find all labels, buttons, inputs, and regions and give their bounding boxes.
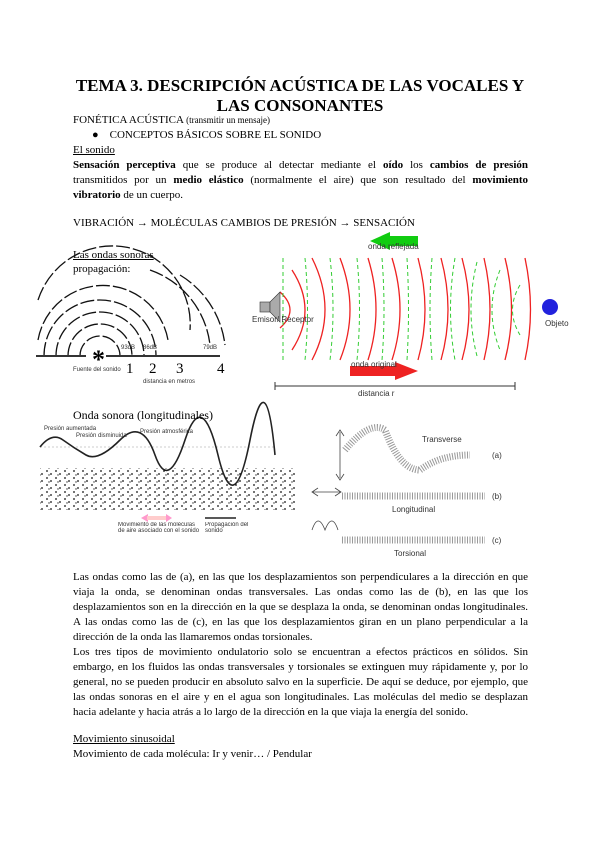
distance-number: 2	[149, 361, 157, 377]
bold-term: Sensación perceptiva	[73, 159, 176, 171]
echo-diagram	[252, 232, 569, 398]
pressure-label: Presión atmosférica	[140, 429, 194, 435]
section-title: FONÉTICA ACÚSTICA	[73, 114, 184, 126]
bullet-text: CONCEPTOS BÁSICOS SOBRE EL SONIDO	[109, 129, 322, 141]
label-b: (b)	[492, 492, 502, 501]
fig3-heading: Onda sonora (longitudinales)	[73, 408, 213, 422]
original-label: onda original	[351, 360, 397, 369]
paragraph-fluids: Los tres tipos de movimiento ondulatorio solo se encuentran a efectos prácticos en sólidos. Sin embargo, en los fluidos las ondas transversales y torsionales se extinguen muy rápidamente y, por lo general, no se pueden producir en absoluto salvo en la superficie. De aquí se deduce, por ejemplo, que las ondas sonoras en el aire y en el agua son longitudinales. Las moléculas del medio se desplazan hacia adelante y hacia atrás a lo largo de la dirección en la que viaja la energía del sonido.	[73, 646, 528, 718]
distance-label: distancia r	[358, 389, 395, 398]
section-note: (transmitir un mensaje)	[186, 115, 271, 125]
db-label: 86dB	[143, 345, 158, 351]
propagation-diagram	[38, 246, 225, 356]
movement-heading	[73, 732, 528, 747]
distance-number: 4	[217, 361, 225, 377]
bold-term: cambios de presión	[429, 159, 528, 171]
db-label: 79dB	[203, 345, 218, 351]
title-line: LAS CONSONANTES	[216, 96, 384, 115]
fig1-sub: propagación:	[73, 263, 131, 275]
label-a: (a)	[492, 451, 502, 460]
movement-text: Movimiento de cada molécula: Ir y venir… / Pendular	[73, 748, 312, 760]
pressure-label: Presión aumentada	[44, 426, 97, 432]
longitudinal-label: Longitudinal	[392, 505, 436, 514]
title-line: TEMA 3. DESCRIPCIÓN ACÚSTICA DE LAS VOCALES Y	[75, 76, 525, 95]
bold-term: medio elástico	[173, 174, 244, 186]
pressure-label: Presión disminuida	[76, 433, 127, 439]
heading-text: Las ondas sonoras	[73, 249, 154, 261]
distance-number: 1	[126, 361, 134, 377]
speaker-icon	[260, 302, 270, 312]
label-c: (c)	[492, 536, 502, 545]
distance-number: 3	[176, 361, 184, 377]
text: los	[403, 159, 430, 171]
chain-text: VIBRACIÓN → MOLÉCULAS CAMBIOS DE PRESIÓN → SENSACIÓN	[73, 217, 415, 229]
bold-term: oído	[382, 159, 404, 171]
bullet-item: ● CONCEPTOS BÁSICOS SOBRE EL SONIDO	[92, 129, 322, 141]
reflected-label: onda reflejada	[368, 242, 419, 251]
star-icon: *	[92, 345, 105, 374]
heading-text: El sonido	[73, 144, 115, 156]
object-label: Objeto	[545, 319, 569, 328]
object-circle	[542, 299, 558, 315]
transverse-label: Transverse	[422, 435, 462, 444]
longitudinal-wave-diagram	[40, 402, 295, 542]
torsional-label: Torsional	[394, 549, 427, 558]
db-label: 93dB	[121, 345, 136, 351]
heading-text: Movimiento sinusoidal	[73, 733, 175, 745]
propagation-label: Propagación del sonido	[205, 522, 249, 534]
bold-term: movimiento vibratorio	[73, 174, 528, 201]
text: de un cuerpo.	[120, 189, 183, 201]
text: (normalmente el aire) que son resultado del	[243, 174, 473, 186]
paragraph-wave-types: Las ondas como las de (a), en las que los desplazamientos son perpendiculares a la dirección en que viaja la onda, se denominan ondas transversales. Las ondas como las de (b), en las que los desplazamientos son en la dirección en la que se desplaza la onda, se denominan ondas longitudinales. A las ondas como las de (c), en las que los desplazamientos giran en un plano perpendicular a la dirección de la onda las llamaremos ondas torsionales.	[73, 571, 528, 643]
text: que se produce al detectar mediante el	[175, 159, 383, 171]
distance-label: distancia en metros	[143, 379, 196, 385]
wave-types-diagram	[312, 428, 502, 559]
emitter-label: Emisor/ Receptor	[252, 315, 314, 324]
movement-label: Movimiento de las moléculas de aire asociado con el sonido	[118, 522, 200, 534]
source-label: Fuente del sonido	[73, 367, 121, 373]
text: transmitidos por un	[73, 174, 174, 186]
